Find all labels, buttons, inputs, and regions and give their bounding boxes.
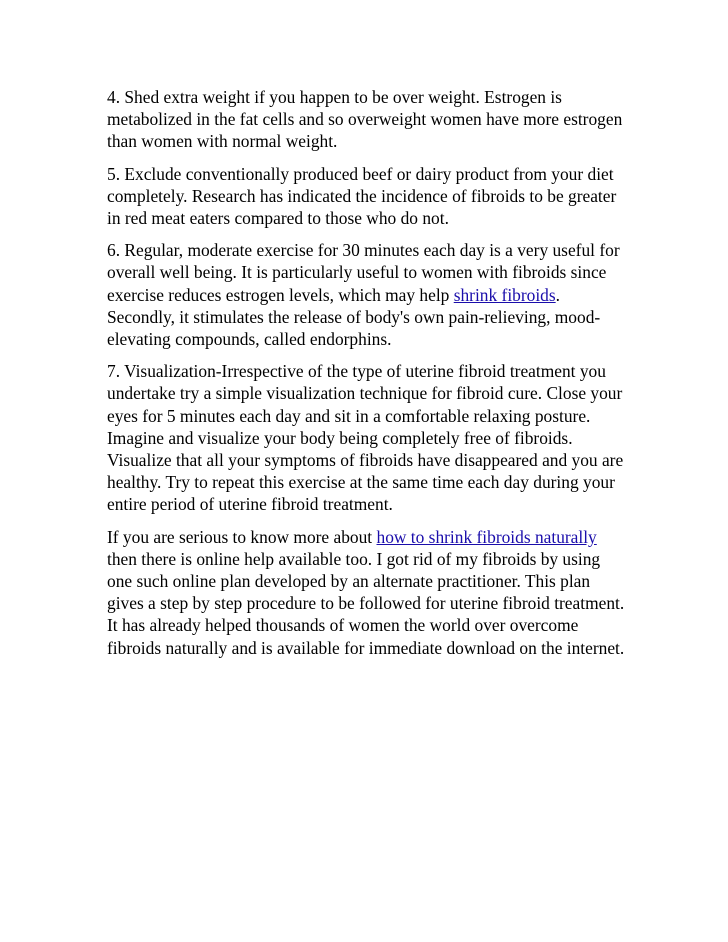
how-to-shrink-fibroids-naturally-link[interactable]: how to shrink fibroids naturally (376, 526, 597, 547)
paragraph-text: 6. Regular, moderate exercise for 30 minutes each day is a very useful for overall well being. It is particularly useful to women with fibroids since exercise reduces estrogen levels, which may help (107, 240, 620, 305)
paragraph-5 (107, 163, 627, 230)
paragraph-text: 7. Visualization-Irrespective of the type of uterine fibroid treatment you undertake try a simple visualization technique for fibroid cure. Close your eyes for 5 minutes each day and sit in a comfortable relaxing posture. Imagine and visualize your body being completely free of fibroids. Visualize that all your symptoms of fibroids have disappeared and you are healthy. Try to repeat this exercise at the same time each day during your entire period of uterine fibroid treatment. (107, 361, 624, 515)
paragraph-text: 5. Exclude conventionally produced beef or dairy product from your diet completely. Research has indicated the incidence of fibroids to be greater in red meat eaters compared to those who do not. (107, 163, 617, 229)
paragraph-text: . Secondly, it stimulates the release of body's own pain-relieving, mood-elevating compounds, called endorphins. (107, 284, 601, 350)
paragraph-7 (107, 360, 627, 515)
paragraph-text: then there is online help available too. I got rid of my fibroids by using one such online plan developed by an alternate practitioner. This plan gives a step by step procedure to be followed for uterine fibroid treatment. It has already helped thousands of women the world over overcome fibroids naturally and is available for immediate download on the internet. (107, 548, 625, 658)
paragraph-closing (107, 526, 627, 659)
paragraph-4 (107, 86, 627, 153)
paragraph-text: If you are serious to know more about (107, 526, 377, 547)
document-page (107, 86, 627, 669)
paragraph-6 (107, 239, 627, 350)
paragraph-text: 4. Shed extra weight if you happen to be over weight. Estrogen is metabolized in the fat cells and so overweight women have more estrogen than women with normal weight. (107, 87, 623, 152)
shrink-fibroids-link[interactable]: shrink fibroids (453, 284, 556, 305)
